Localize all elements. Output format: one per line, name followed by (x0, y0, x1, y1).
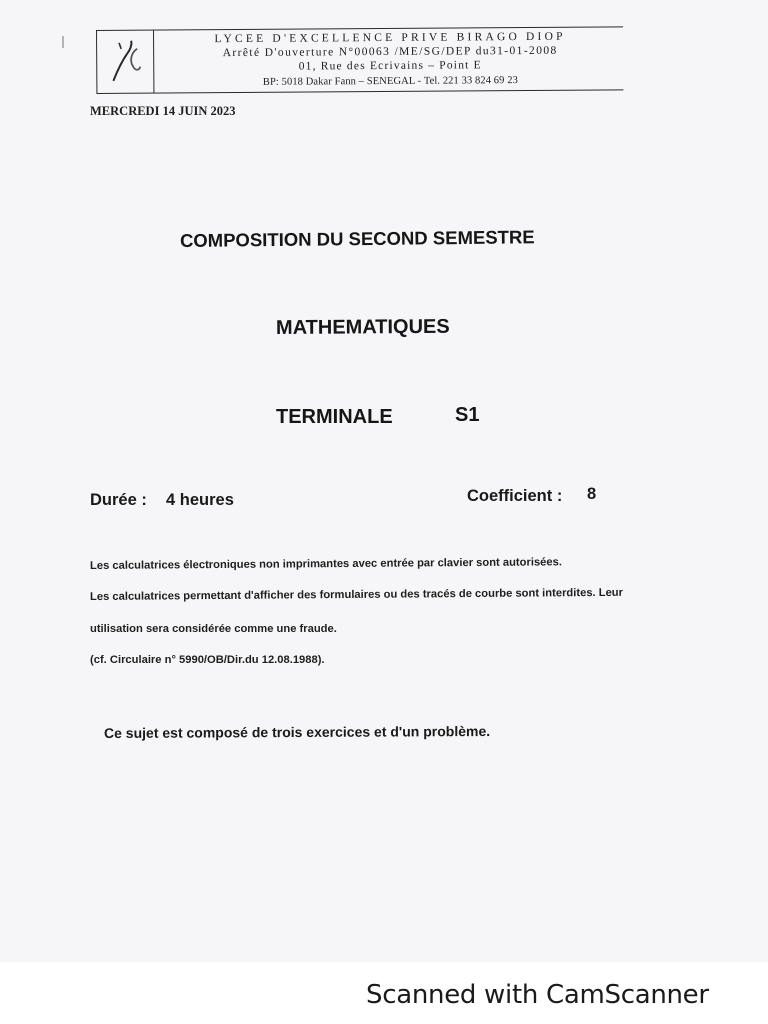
school-contact: BP: 5018 Dakar Fann – SENEGAL - Tel. 221 33 824 69 23 (262, 75, 518, 88)
duration-value: 4 heures (166, 491, 234, 509)
school-address: 01, Rue des Ecrivains – Point E (298, 59, 482, 73)
school-decree: Arrêté D'ouverture N°00063 /ME/SG/DEP du31-01-2008 (222, 44, 558, 60)
duration-label: Durée : (90, 491, 147, 509)
scan-artifact (62, 36, 64, 48)
school-name: LYCEE D'EXCELLENCE PRIVE BIRAGO DIOP (214, 30, 566, 46)
subject-title: MATHEMATIQUES (275, 315, 450, 339)
class-series: S1 (455, 404, 480, 426)
composition-note: Ce sujet est composé de trois exercices et d'un problème. (103, 722, 491, 741)
logo-icon (107, 37, 145, 87)
school-logo (97, 31, 154, 93)
exam-date: MERCREDI 14 JUIN 2023 (90, 104, 236, 118)
rule-calculators-forbidden: Les calculatrices permettant d'afficher des formulaires ou des tracés de courbe sont interdites. Leur (89, 586, 624, 603)
rule-calculators-allowed: Les calculatrices électroniques non imprimantes avec entrée par clavier sont autorisées. (89, 556, 562, 572)
class-label: TERMINALE (276, 406, 393, 428)
scanner-watermark: Scanned with CamScanner (366, 980, 709, 1010)
rule-fraud: utilisation sera considérée comme une fraude. (90, 623, 337, 635)
coefficient-label: Coefficient : (467, 487, 563, 505)
rule-circular-reference: (cf. Circulaire n° 5990/OB/Dir.du 12.08.1988). (90, 654, 325, 666)
school-header (96, 26, 623, 94)
composition-title: COMPOSITION DU SECOND SEMESTRE (179, 226, 535, 251)
coefficient-value: 8 (587, 485, 597, 503)
